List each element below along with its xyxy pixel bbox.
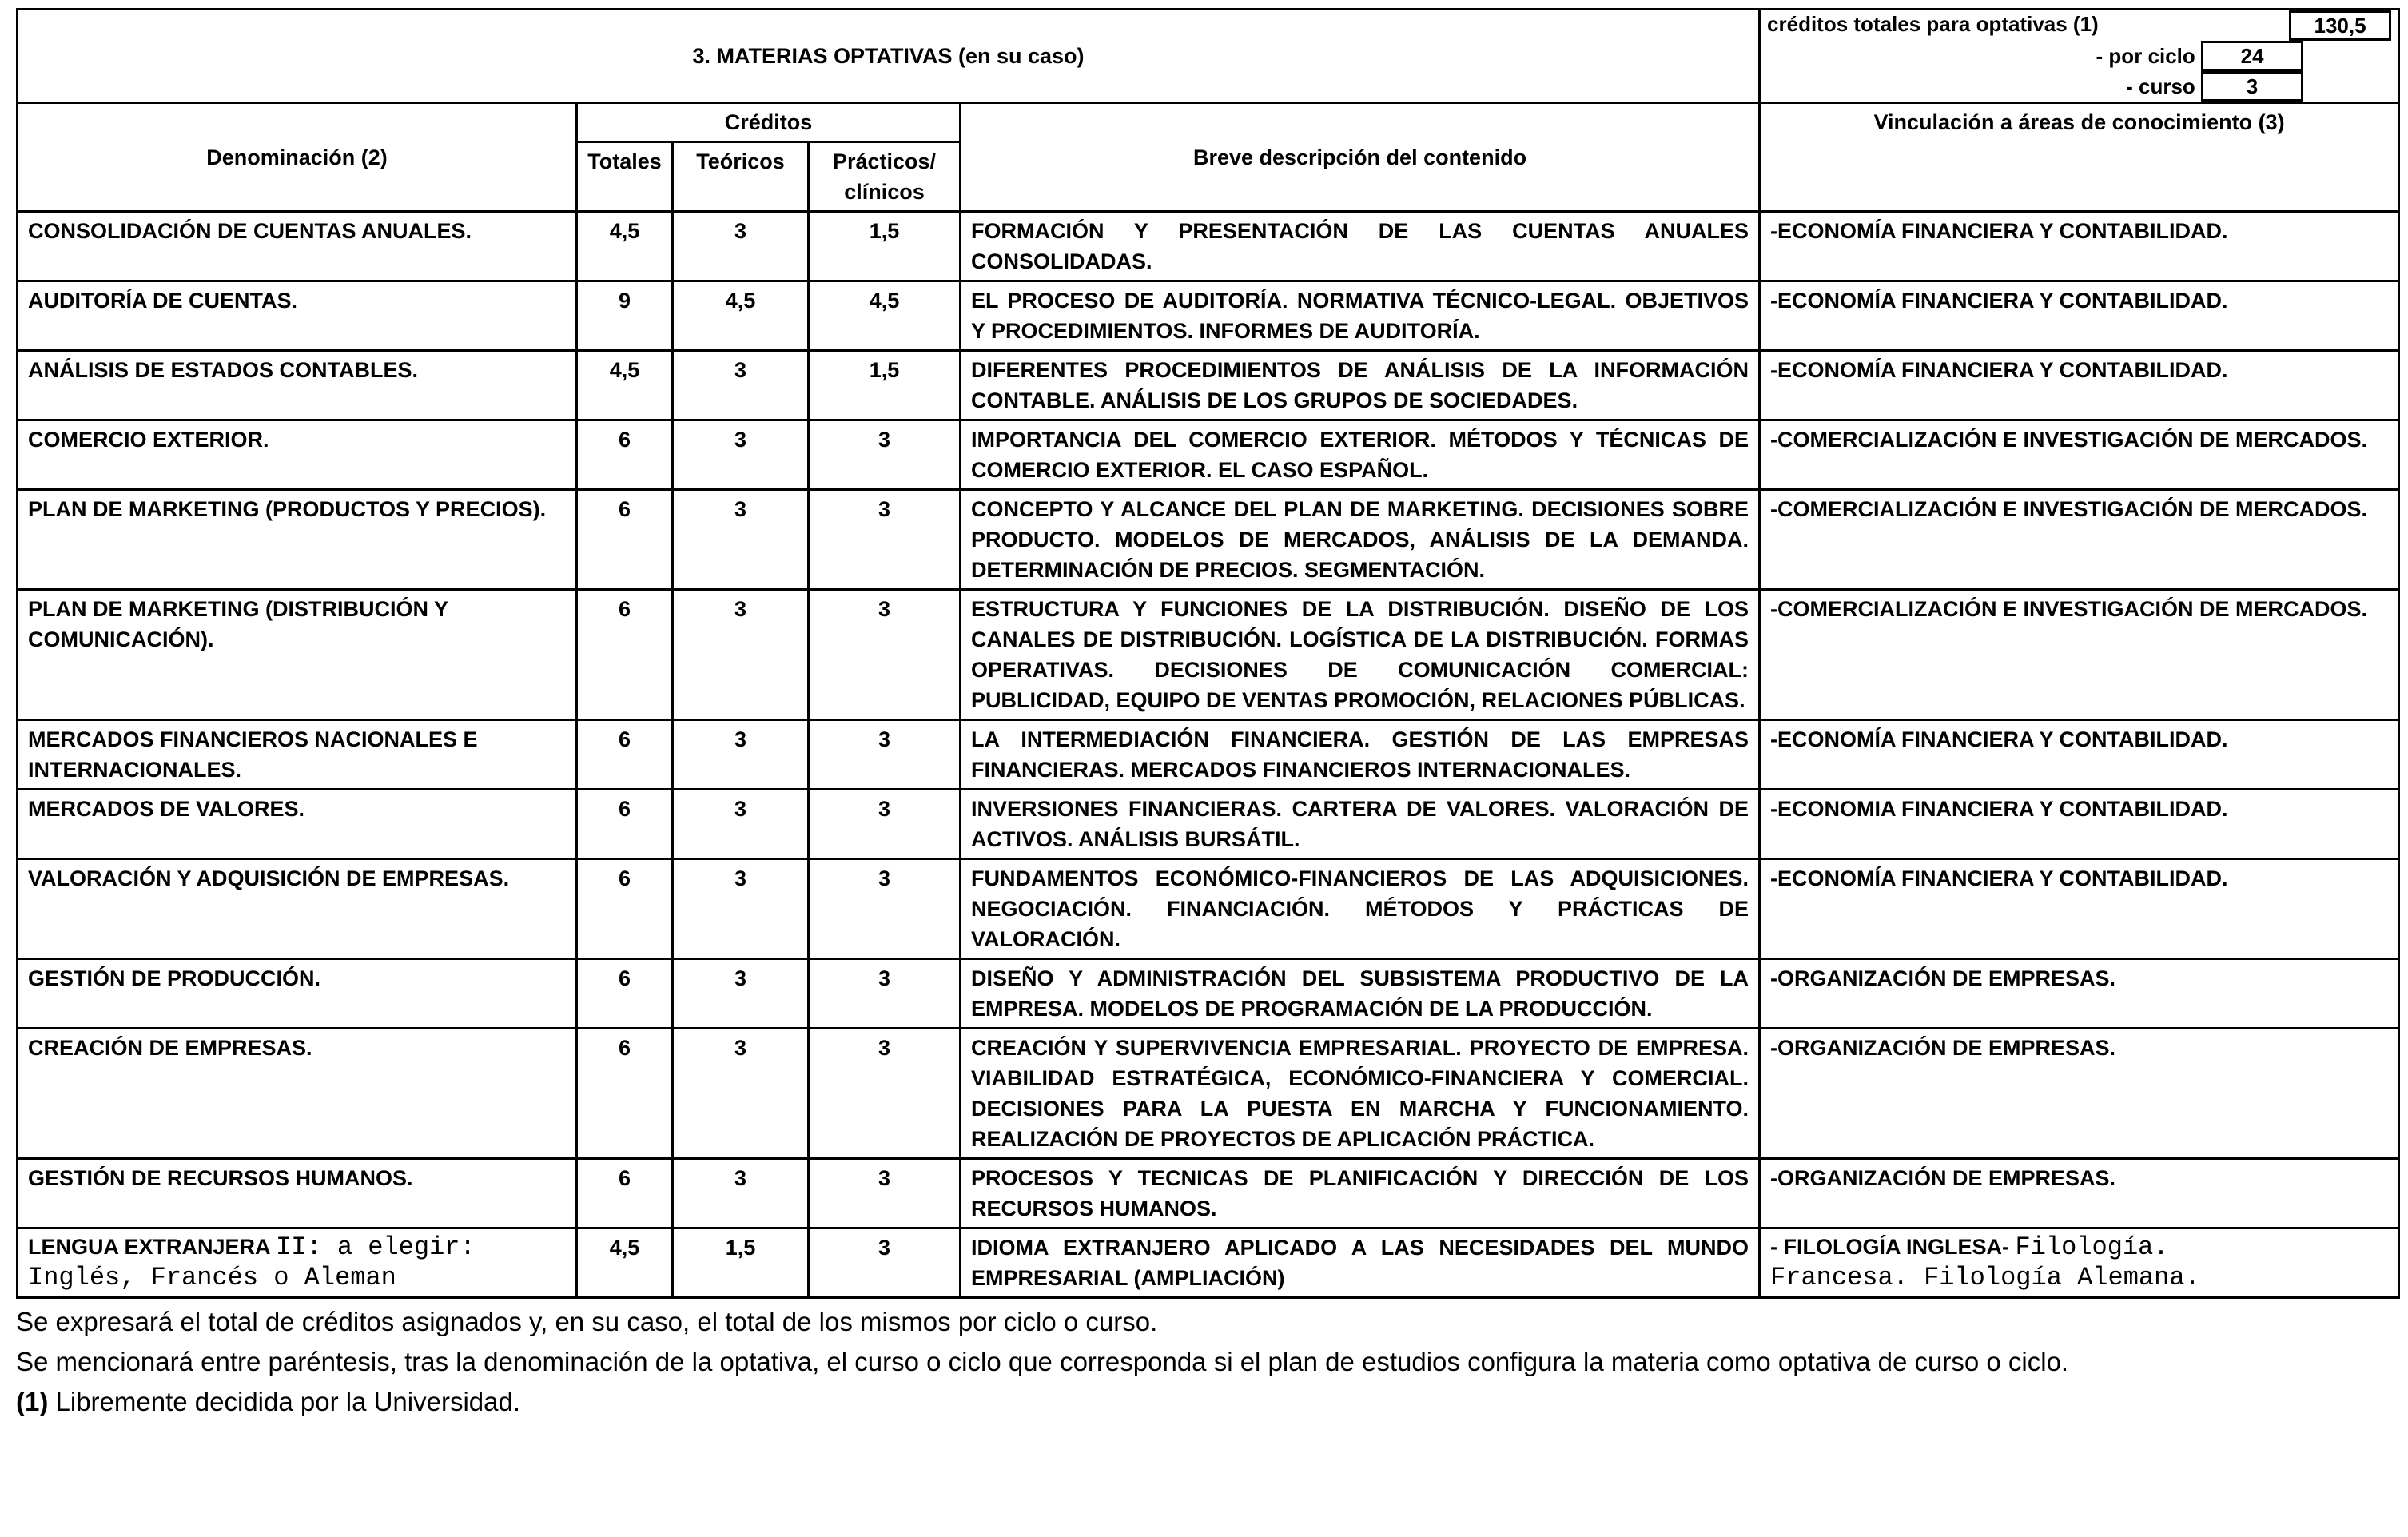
curso-label: - curso	[2126, 74, 2195, 98]
row-teoricos: 3	[673, 590, 809, 720]
ciclo-value: 24	[2201, 41, 2303, 71]
row-totales: 6	[577, 1159, 673, 1228]
table-row	[18, 1029, 2399, 1159]
row-name	[18, 1228, 577, 1298]
footnote-marker: (1)	[16, 1387, 49, 1416]
row-teoricos: 3	[673, 212, 809, 281]
row-description: IDIOMA EXTRANJERO APLICADO A LAS NECESIDADES DEL MUNDO EMPRESARIAL (AMPLIACIÓN)	[961, 1228, 1760, 1298]
row-name: COMERCIO EXTERIOR.	[18, 420, 577, 490]
row-name: VALORACIÓN Y ADQUISICIÓN DE EMPRESAS.	[18, 859, 577, 959]
row-area-part: - FILOLOGÍA INGLESA-	[1770, 1235, 2010, 1259]
col-vinculacion: Vinculación a áreas de conocimiento (3)	[1760, 103, 2399, 212]
row-totales: 6	[577, 490, 673, 590]
row-name: PLAN DE MARKETING (DISTRIBUCIÓN Y COMUNICACIÓN).	[18, 590, 577, 720]
row-teoricos: 3	[673, 490, 809, 590]
document-page	[16, 8, 2398, 1422]
table-row	[18, 1159, 2399, 1228]
row-practicos: 1,5	[809, 212, 961, 281]
row-teoricos: 3	[673, 1159, 809, 1228]
row-teoricos: 3	[673, 790, 809, 859]
row-totales: 4,5	[577, 351, 673, 420]
row-teoricos: 3	[673, 351, 809, 420]
curso-value: 3	[2201, 71, 2303, 102]
row-description: CONCEPTO Y ALCANCE DEL PLAN DE MARKETING. DECISIONES SOBRE PRODUCTO. MODELOS DE MERCADOS, ANÁLISIS DE LA DEMANDA. DETERMINACIÓN DE PRECIOS. SEGMENTACIÓN.	[961, 490, 1760, 590]
row-totales: 9	[577, 281, 673, 351]
row-teoricos: 3	[673, 959, 809, 1029]
row-description: DISEÑO Y ADMINISTRACIÓN DEL SUBSISTEMA PRODUCTIVO DE LA EMPRESA. MODELOS DE PROGRAMACIÓN DE LA PRODUCCIÓN.	[961, 959, 1760, 1029]
row-totales: 6	[577, 420, 673, 490]
row-area-part: Filología.	[2015, 1232, 2169, 1262]
row-name-part: II: a elegir:	[276, 1232, 476, 1262]
credit-summary	[1760, 10, 2399, 103]
col-totales: Totales	[577, 142, 673, 212]
row-teoricos: 3	[673, 859, 809, 959]
footnote: Se mencionará entre paréntesis, tras la denominación de la optativa, el curso o ciclo que corresponda si el plan de estudios configura la materia como optativa de curso o ciclo.	[16, 1347, 2069, 1376]
row-name: GESTIÓN DE PRODUCCIÓN.	[18, 959, 577, 1029]
table-row	[18, 859, 2399, 959]
row-area: -ECONOMÍA FINANCIERA Y CONTABILIDAD.	[1760, 351, 2399, 420]
table-row	[18, 959, 2399, 1029]
table-row	[18, 790, 2399, 859]
total-credits-line	[1767, 10, 2391, 41]
row-totales: 6	[577, 790, 673, 859]
row-area: -ECONOMIA FINANCIERA Y CONTABILIDAD.	[1760, 790, 2399, 859]
row-description: IMPORTANCIA DEL COMERCIO EXTERIOR. MÉTODOS Y TÉCNICAS DE COMERCIO EXTERIOR. EL CASO ESPAÑOL.	[961, 420, 1760, 490]
row-description: CREACIÓN Y SUPERVIVENCIA EMPRESARIAL. PROYECTO DE EMPRESA. VIABILIDAD ESTRATÉGICA, ECONÓMICO-FINANCIERA Y COMERCIAL. DECISIONES PARA LA PUESTA EN MARCHA Y FUNCIONAMIENTO. REALIZACIÓN DE PROYECTOS DE APLICACIÓN PRÁCTICA.	[961, 1029, 1760, 1159]
row-practicos: 3	[809, 1228, 961, 1298]
row-description: ESTRUCTURA Y FUNCIONES DE LA DISTRIBUCIÓN. DISEÑO DE LOS CANALES DE DISTRIBUCIÓN. LOGÍSTICA DE LA DISTRIBUCIÓN. FORMAS OPERATIVAS. DECISIONES DE COMUNICACIÓN COMERCIAL: PUBLICIDAD, EQUIPO DE VENTAS PROMOCIÓN, RELACIONES PÚBLICAS.	[961, 590, 1760, 720]
row-name: CREACIÓN DE EMPRESAS.	[18, 1029, 577, 1159]
ciclo-label: - por ciclo	[2096, 44, 2195, 68]
row-practicos: 3	[809, 720, 961, 790]
col-descripcion: Breve descripción del contenido	[961, 103, 1760, 212]
row-practicos: 3	[809, 590, 961, 720]
table-row	[18, 720, 2399, 790]
row-totales: 6	[577, 959, 673, 1029]
row-totales: 4,5	[577, 212, 673, 281]
row-area	[1760, 1228, 2399, 1298]
row-name: MERCADOS DE VALORES.	[18, 790, 577, 859]
row-practicos: 3	[809, 490, 961, 590]
row-totales: 6	[577, 859, 673, 959]
row-area: -ECONOMÍA FINANCIERA Y CONTABILIDAD.	[1760, 281, 2399, 351]
row-practicos: 3	[809, 959, 961, 1029]
row-description: DIFERENTES PROCEDIMIENTOS DE ANÁLISIS DE LA INFORMACIÓN CONTABLE. ANÁLISIS DE LOS GRUPOS DE SOCIEDADES.	[961, 351, 1760, 420]
footnote	[16, 1382, 2398, 1422]
row-practicos: 3	[809, 1159, 961, 1228]
table-row	[18, 490, 2399, 590]
curso-credits-line	[1767, 71, 2391, 102]
row-name: PLAN DE MARKETING (PRODUCTOS Y PRECIOS).	[18, 490, 577, 590]
footnote: Se expresará el total de créditos asignados y, en su caso, el total de los mismos por ciclo o curso.	[16, 1307, 1158, 1336]
row-area: -COMERCIALIZACIÓN E INVESTIGACIÓN DE MERCADOS.	[1760, 420, 2399, 490]
row-area: -ECONOMÍA FINANCIERA Y CONTABILIDAD.	[1760, 859, 2399, 959]
row-teoricos: 3	[673, 720, 809, 790]
row-area: -ORGANIZACIÓN DE EMPRESAS.	[1760, 1159, 2399, 1228]
row-name-part: Inglés, Francés o Aleman	[28, 1263, 396, 1292]
row-name-part: LENGUA EXTRANJERA	[28, 1235, 270, 1259]
total-credits-label: créditos totales para optativas (1)	[1767, 12, 2099, 36]
row-practicos: 3	[809, 790, 961, 859]
row-totales: 4,5	[577, 1228, 673, 1298]
ciclo-credits-line	[1767, 41, 2391, 71]
row-practicos: 3	[809, 420, 961, 490]
row-description: EL PROCESO DE AUDITORÍA. NORMATIVA TÉCNICO-LEGAL. OBJETIVOS Y PROCEDIMIENTOS. INFORMES DE AUDITORÍA.	[961, 281, 1760, 351]
row-totales: 6	[577, 590, 673, 720]
row-area: -COMERCIALIZACIÓN E INVESTIGACIÓN DE MERCADOS.	[1760, 490, 2399, 590]
footnote-text: Libremente decidida por la Universidad.	[55, 1387, 521, 1416]
row-totales: 6	[577, 1029, 673, 1159]
row-area: -ECONOMÍA FINANCIERA Y CONTABILIDAD.	[1760, 720, 2399, 790]
row-name: GESTIÓN DE RECURSOS HUMANOS.	[18, 1159, 577, 1228]
table-row	[18, 590, 2399, 720]
row-area: -ECONOMÍA FINANCIERA Y CONTABILIDAD.	[1760, 212, 2399, 281]
col-denominacion: Denominación (2)	[18, 103, 577, 212]
row-teoricos: 3	[673, 1029, 809, 1159]
row-name: AUDITORÍA DE CUENTAS.	[18, 281, 577, 351]
table-row	[18, 281, 2399, 351]
row-name: MERCADOS FINANCIEROS NACIONALES E INTERNACIONALES.	[18, 720, 577, 790]
row-description: PROCESOS Y TECNICAS DE PLANIFICACIÓN Y DIRECCIÓN DE LOS RECURSOS HUMANOS.	[961, 1159, 1760, 1228]
total-credits-value: 130,5	[2289, 10, 2391, 41]
row-description: FORMACIÓN Y PRESENTACIÓN DE LAS CUENTAS ANUALES CONSOLIDADAS.	[961, 212, 1760, 281]
row-teoricos: 1,5	[673, 1228, 809, 1298]
table-row	[18, 351, 2399, 420]
row-area: -COMERCIALIZACIÓN E INVESTIGACIÓN DE MERCADOS.	[1760, 590, 2399, 720]
section-title: 3. MATERIAS OPTATIVAS (en su caso)	[18, 10, 1760, 103]
optativas-table	[16, 8, 2400, 1299]
col-practicos: Prácticos/ clínicos	[809, 142, 961, 212]
row-totales: 6	[577, 720, 673, 790]
row-practicos: 3	[809, 859, 961, 959]
table-row	[18, 420, 2399, 490]
row-name: CONSOLIDACIÓN DE CUENTAS ANUALES.	[18, 212, 577, 281]
row-area: -ORGANIZACIÓN DE EMPRESAS.	[1760, 959, 2399, 1029]
row-practicos: 4,5	[809, 281, 961, 351]
table-row	[18, 1228, 2399, 1298]
footnotes	[16, 1302, 2398, 1422]
row-area: -ORGANIZACIÓN DE EMPRESAS.	[1760, 1029, 2399, 1159]
row-teoricos: 4,5	[673, 281, 809, 351]
row-area-part: Francesa. Filología Alemana.	[1770, 1263, 2200, 1292]
table-row	[18, 212, 2399, 281]
row-description: INVERSIONES FINANCIERAS. CARTERA DE VALORES. VALORACIÓN DE ACTIVOS. ANÁLISIS BURSÁTIL.	[961, 790, 1760, 859]
row-description: FUNDAMENTOS ECONÓMICO-FINANCIEROS DE LAS ADQUISICIONES. NEGOCIACIÓN. FINANCIACIÓN. MÉTODOS Y PRÁCTICAS DE VALORACIÓN.	[961, 859, 1760, 959]
row-practicos: 3	[809, 1029, 961, 1159]
col-teoricos: Teóricos	[673, 142, 809, 212]
col-creditos: Créditos	[577, 103, 961, 142]
row-description: LA INTERMEDIACIÓN FINANCIERA. GESTIÓN DE LAS EMPRESAS FINANCIERAS. MERCADOS FINANCIEROS INTERNACIONALES.	[961, 720, 1760, 790]
row-practicos: 1,5	[809, 351, 961, 420]
row-name: ANÁLISIS DE ESTADOS CONTABLES.	[18, 351, 577, 420]
row-teoricos: 3	[673, 420, 809, 490]
